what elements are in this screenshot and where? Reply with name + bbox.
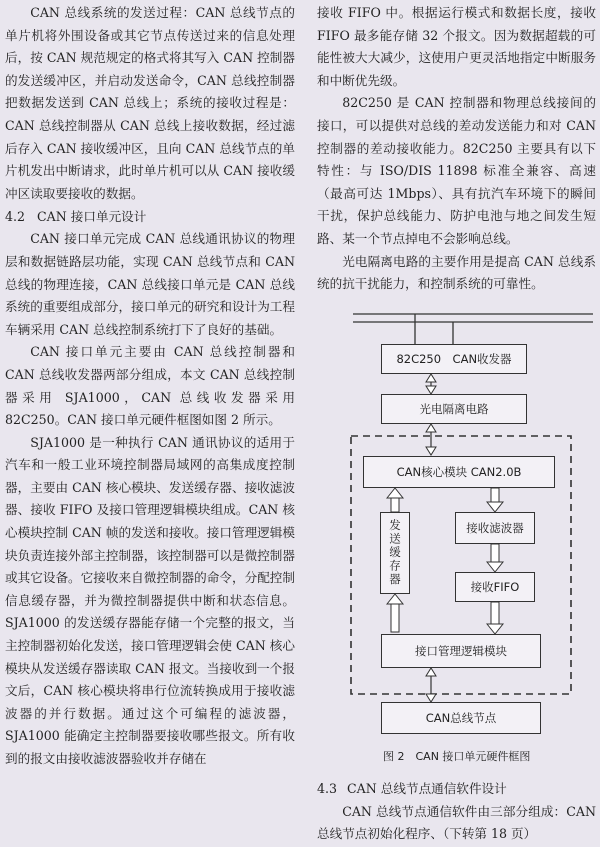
rx-filter-block: 接收滤波器: [455, 512, 535, 544]
right-paragraph-1: 接收 FIFO 中。根据运行模式和数据长度，接收 FIFO 最多能存储 32 个报文。因为数据超载的可能性被大大减少，这使用户更灵活地指定中断服务和中断优先级。: [317, 5, 596, 88]
left-paragraph-3: CAN 接口单元主要由 CAN 总线控制器和 CAN 总线收发器两部分组成，本文 CAN 总线控制器采用 SJA1000，CAN 总线收发器采用 82C250。CAN 接口单元硬件框图如图 2 所示。: [5, 344, 295, 428]
left-paragraph-1: CAN 总线系统的发送过程：CAN 总线节点的单片机将外围设备或其它节点传送过来的信息处理后，按 CAN 规范规定的格式将其写入 CAN 控制器的发送缓冲区，并启动发送命令，CAN 总线控制器把数据发送到 CAN 总线上；系统的接收过程是：CAN 总线控制器从 CAN 总线上接收数据，经过滤后存入 CAN 接收缓冲区，且向 CAN 总线节点的单片机发出中断请求，此时单片机可以从 CAN 接收缓冲区读取要接收的数据。: [5, 5, 295, 201]
section-4-2-heading: [5, 205, 295, 228]
can-transceiver-block: 82C250 CAN收发器: [381, 344, 527, 374]
left-column: [5, 2, 295, 771]
section-title: CAN 总线节点通信软件设计: [347, 781, 507, 796]
left-paragraph-4: SJA1000 是一种执行 CAN 通讯协议的适用于汽车和一般工业环境控制器局域网的高集成度控制器，主要由 CAN 核心模块、发送缓存器、接收滤波器、接收 FIFO 及接口管理逻辑模块组成。CAN 核心模块控制 CAN 帧的发送和接收。接口管理逻辑模块负责连接外部主控制器，该控制器可以是微控制器或其它设备。它接收来自微控制器的命令，分配控制信息缓存器，并为微控制器提供中断和状态信息。SJA1000 的发送缓存器能存储一个完整的报文，当主控制器初始化发送，接口管理逻辑会使 CAN 核心模块从发送缓存器读取 CAN 报文。当接收到一个报文后，CAN 核心模块将串行位流转换成用于接收滤波器的并行数据。通过这个可编程的滤波器，SJA1000 能确定主控制器要接收哪些报文。所有收到的报文由接收滤波器验收并存储在: [5, 434, 295, 766]
can-bus-node-block: CAN总线节点: [381, 702, 541, 734]
section-4-3-heading: [317, 778, 596, 801]
interface-logic-block: 接口管理逻辑模块: [381, 634, 541, 668]
section-number: 4.2: [5, 209, 26, 225]
rx-fifo-block: 接收FIFO: [455, 572, 535, 602]
hardware-block-diagram: [343, 302, 596, 780]
section-4-3-paragraph: CAN 总线节点通信软件由三部分组成：CAN 总线节点初始化程序、（下转第 18 页）: [317, 803, 596, 842]
right-paragraph-2: 82C250 是 CAN 控制器和物理总线接间的接口，可以提供对总线的差动发送能力和对 CAN 控制器的差动接收能力。82C250 主要具有以下特性：与 ISO/DIS 11898 标准全兼容、高速（最高可达 1Mbps）、具有抗汽车环境下的瞬间干扰，保护总线能力、防护电池与地之间发生短路、某一个节点掉电不会影响总线。: [317, 95, 596, 246]
optical-isolation-block: 光电隔离电路: [381, 394, 527, 424]
right-column: [317, 2, 596, 296]
left-paragraph-2: CAN 接口单元完成 CAN 总线通讯协议的物理层和数据链路层功能，实现 CAN 总线节点和 CAN 总线的物理连接，CAN 总线接口单元是 CAN 总线系统的重要组成部分，接口单元的研究和设计为工程车辆采用 CAN 总线控制系统打下了良好的基础。: [5, 231, 295, 337]
section-number: 4.3: [317, 781, 338, 796]
right-paragraph-3: 光电隔离电路的主要作用是提高 CAN 总线系统的抗干扰能力，和控制系统的可靠性。: [317, 253, 596, 292]
section-4-3: [317, 778, 596, 846]
figure-caption: 图 2 CAN 接口单元硬件框图: [383, 750, 531, 763]
can-core-module-block: CAN核心模块 CAN2.0B: [363, 456, 555, 488]
tx-buffer-block: 发送缓存器: [380, 512, 410, 594]
section-title: CAN 接口单元设计: [37, 209, 147, 225]
